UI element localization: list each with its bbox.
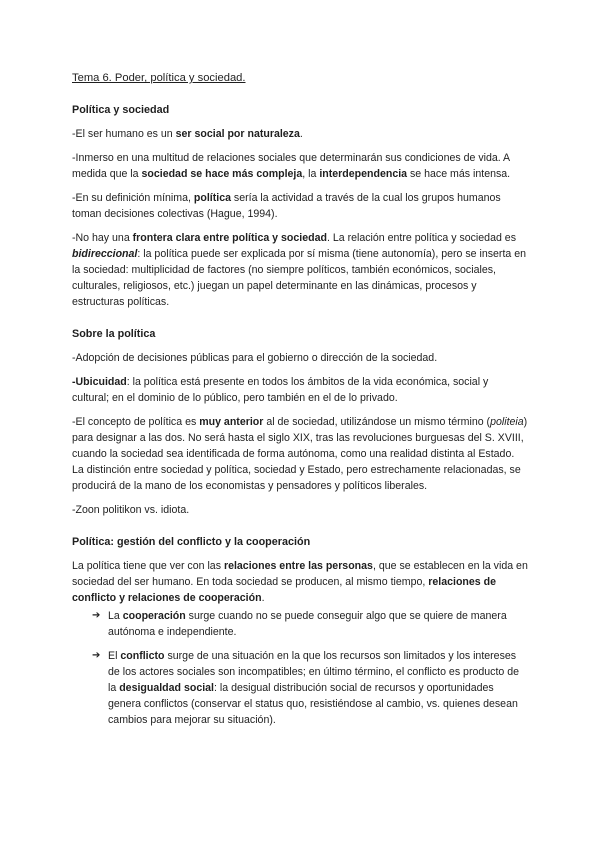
text-run: . bbox=[299, 128, 303, 140]
bullet-list bbox=[72, 608, 528, 728]
text-run: . bbox=[261, 592, 265, 604]
bold-text: -Ubicuidad bbox=[72, 376, 127, 388]
section-heading-gestion-del-conflicto: Política: gestión del conflicto y la cooperación bbox=[72, 536, 311, 548]
paragraph bbox=[72, 230, 528, 310]
paragraph: -Adopción de decisiones públicas para el gobierno o dirección de la sociedad. bbox=[72, 352, 438, 364]
bold-text: conflicto bbox=[120, 650, 165, 662]
text-run: : la desigual distribución social de recursos y oportunidades genera conflictos (conservar el status quo, resistiéndose al cambio, vs. quienes desean cambios para mejorar su situación). bbox=[108, 682, 518, 726]
bold-text: cooperación bbox=[122, 610, 186, 622]
text-run: -En su definición mínima, bbox=[72, 192, 194, 204]
text-run: se hace más intensa. bbox=[407, 168, 511, 180]
bold-text: desigualdad social bbox=[119, 682, 214, 694]
bold-text: relaciones de conflicto y relaciones de cooperación bbox=[72, 576, 496, 604]
section-heading-sobre-la-politica: Sobre la política bbox=[72, 328, 156, 340]
bold-italic-text: bidireccional bbox=[72, 248, 138, 260]
text-run: surge cuando no se puede conseguir algo que se quiere de manera autónoma e independiente. bbox=[108, 610, 507, 638]
paragraph bbox=[72, 126, 528, 142]
text-run: . La relación entre política y sociedad es bbox=[326, 232, 516, 244]
bold-text: relaciones entre las personas bbox=[223, 560, 373, 572]
bold-text: política bbox=[193, 192, 231, 204]
text-run: -El concepto de política es bbox=[72, 416, 200, 428]
text-run: surge de una situación en la que los recursos son limitados y los intereses de los actores sociales son incompatibles; en último término, el conflicto es producto de la bbox=[108, 650, 520, 694]
bold-text: frontera clara entre política y sociedad bbox=[132, 232, 327, 244]
bold-text: ser social por naturaleza bbox=[175, 128, 300, 140]
paragraph bbox=[72, 150, 528, 182]
text-run: -Inmerso en una multitud de relaciones sociales que determinarán sus condiciones de vida. A medida que la bbox=[72, 152, 510, 180]
bold-text: interdependencia bbox=[319, 168, 408, 180]
arrow-bullet-icon: ➔ bbox=[92, 650, 101, 661]
document-title: Tema 6. Poder, política y sociedad. bbox=[72, 72, 246, 84]
paragraph bbox=[72, 190, 528, 222]
paragraph bbox=[72, 558, 528, 606]
list-item bbox=[92, 648, 528, 728]
text-run: : la política está presente en todos los ámbitos de la vida económica, social y cultural; en el dominio de lo público, pero también en el de lo privado. bbox=[72, 376, 489, 404]
paragraph bbox=[72, 374, 528, 406]
bold-text: muy anterior bbox=[199, 416, 264, 428]
section-heading-politica-y-sociedad: Política y sociedad bbox=[72, 104, 170, 116]
text-run: al de sociedad, utilizándose un mismo término ( bbox=[263, 416, 491, 428]
document-body bbox=[72, 70, 528, 736]
list-item bbox=[92, 608, 528, 640]
text-run: La bbox=[108, 610, 123, 622]
italic-text: politeia bbox=[490, 416, 524, 428]
text-run: La política tiene que ver con las bbox=[72, 560, 224, 572]
text-run: -No hay una bbox=[72, 232, 133, 244]
text-run: : la política puede ser explicada por sí misma (tiene autonomía), pero se inserta en la sociedad: multiplicidad de factores (no siempre políticos, también económicos, sociales, culturales, religiosos, etc.) juegan un papel determinante en las dinámicas, procesos y estructuras políticas. bbox=[72, 248, 527, 308]
text-run: El bbox=[108, 650, 121, 662]
text-run: , que se establecen en la vida en sociedad del ser humano. En toda sociedad se producen, al mismo tiempo, bbox=[72, 560, 528, 588]
text-run: ) para designar a las dos. No será hasta el siglo XIX, tras las revoluciones burguesas del S. XVIII, cuando la sociedad sea identificada de forma autónoma, como una realidad distinta al Estado. La distinción entre sociedad y política, sociedad y Estado, pero estrechamente relacionadas, se producirá de la mano de los economistas y pensadores y políticos liberales. bbox=[72, 416, 528, 492]
text-run: , la bbox=[302, 168, 320, 180]
paragraph: -Zoon politikon vs. idiota. bbox=[72, 504, 190, 516]
arrow-bullet-icon: ➔ bbox=[92, 610, 101, 621]
paragraph bbox=[72, 414, 528, 494]
text-run: sería la actividad a través de la cual los grupos humanos toman decisiones colectivas (Hague, 1994). bbox=[72, 192, 501, 220]
bold-text: sociedad se hace más compleja bbox=[141, 168, 303, 180]
text-run: -El ser humano es un bbox=[72, 128, 176, 140]
